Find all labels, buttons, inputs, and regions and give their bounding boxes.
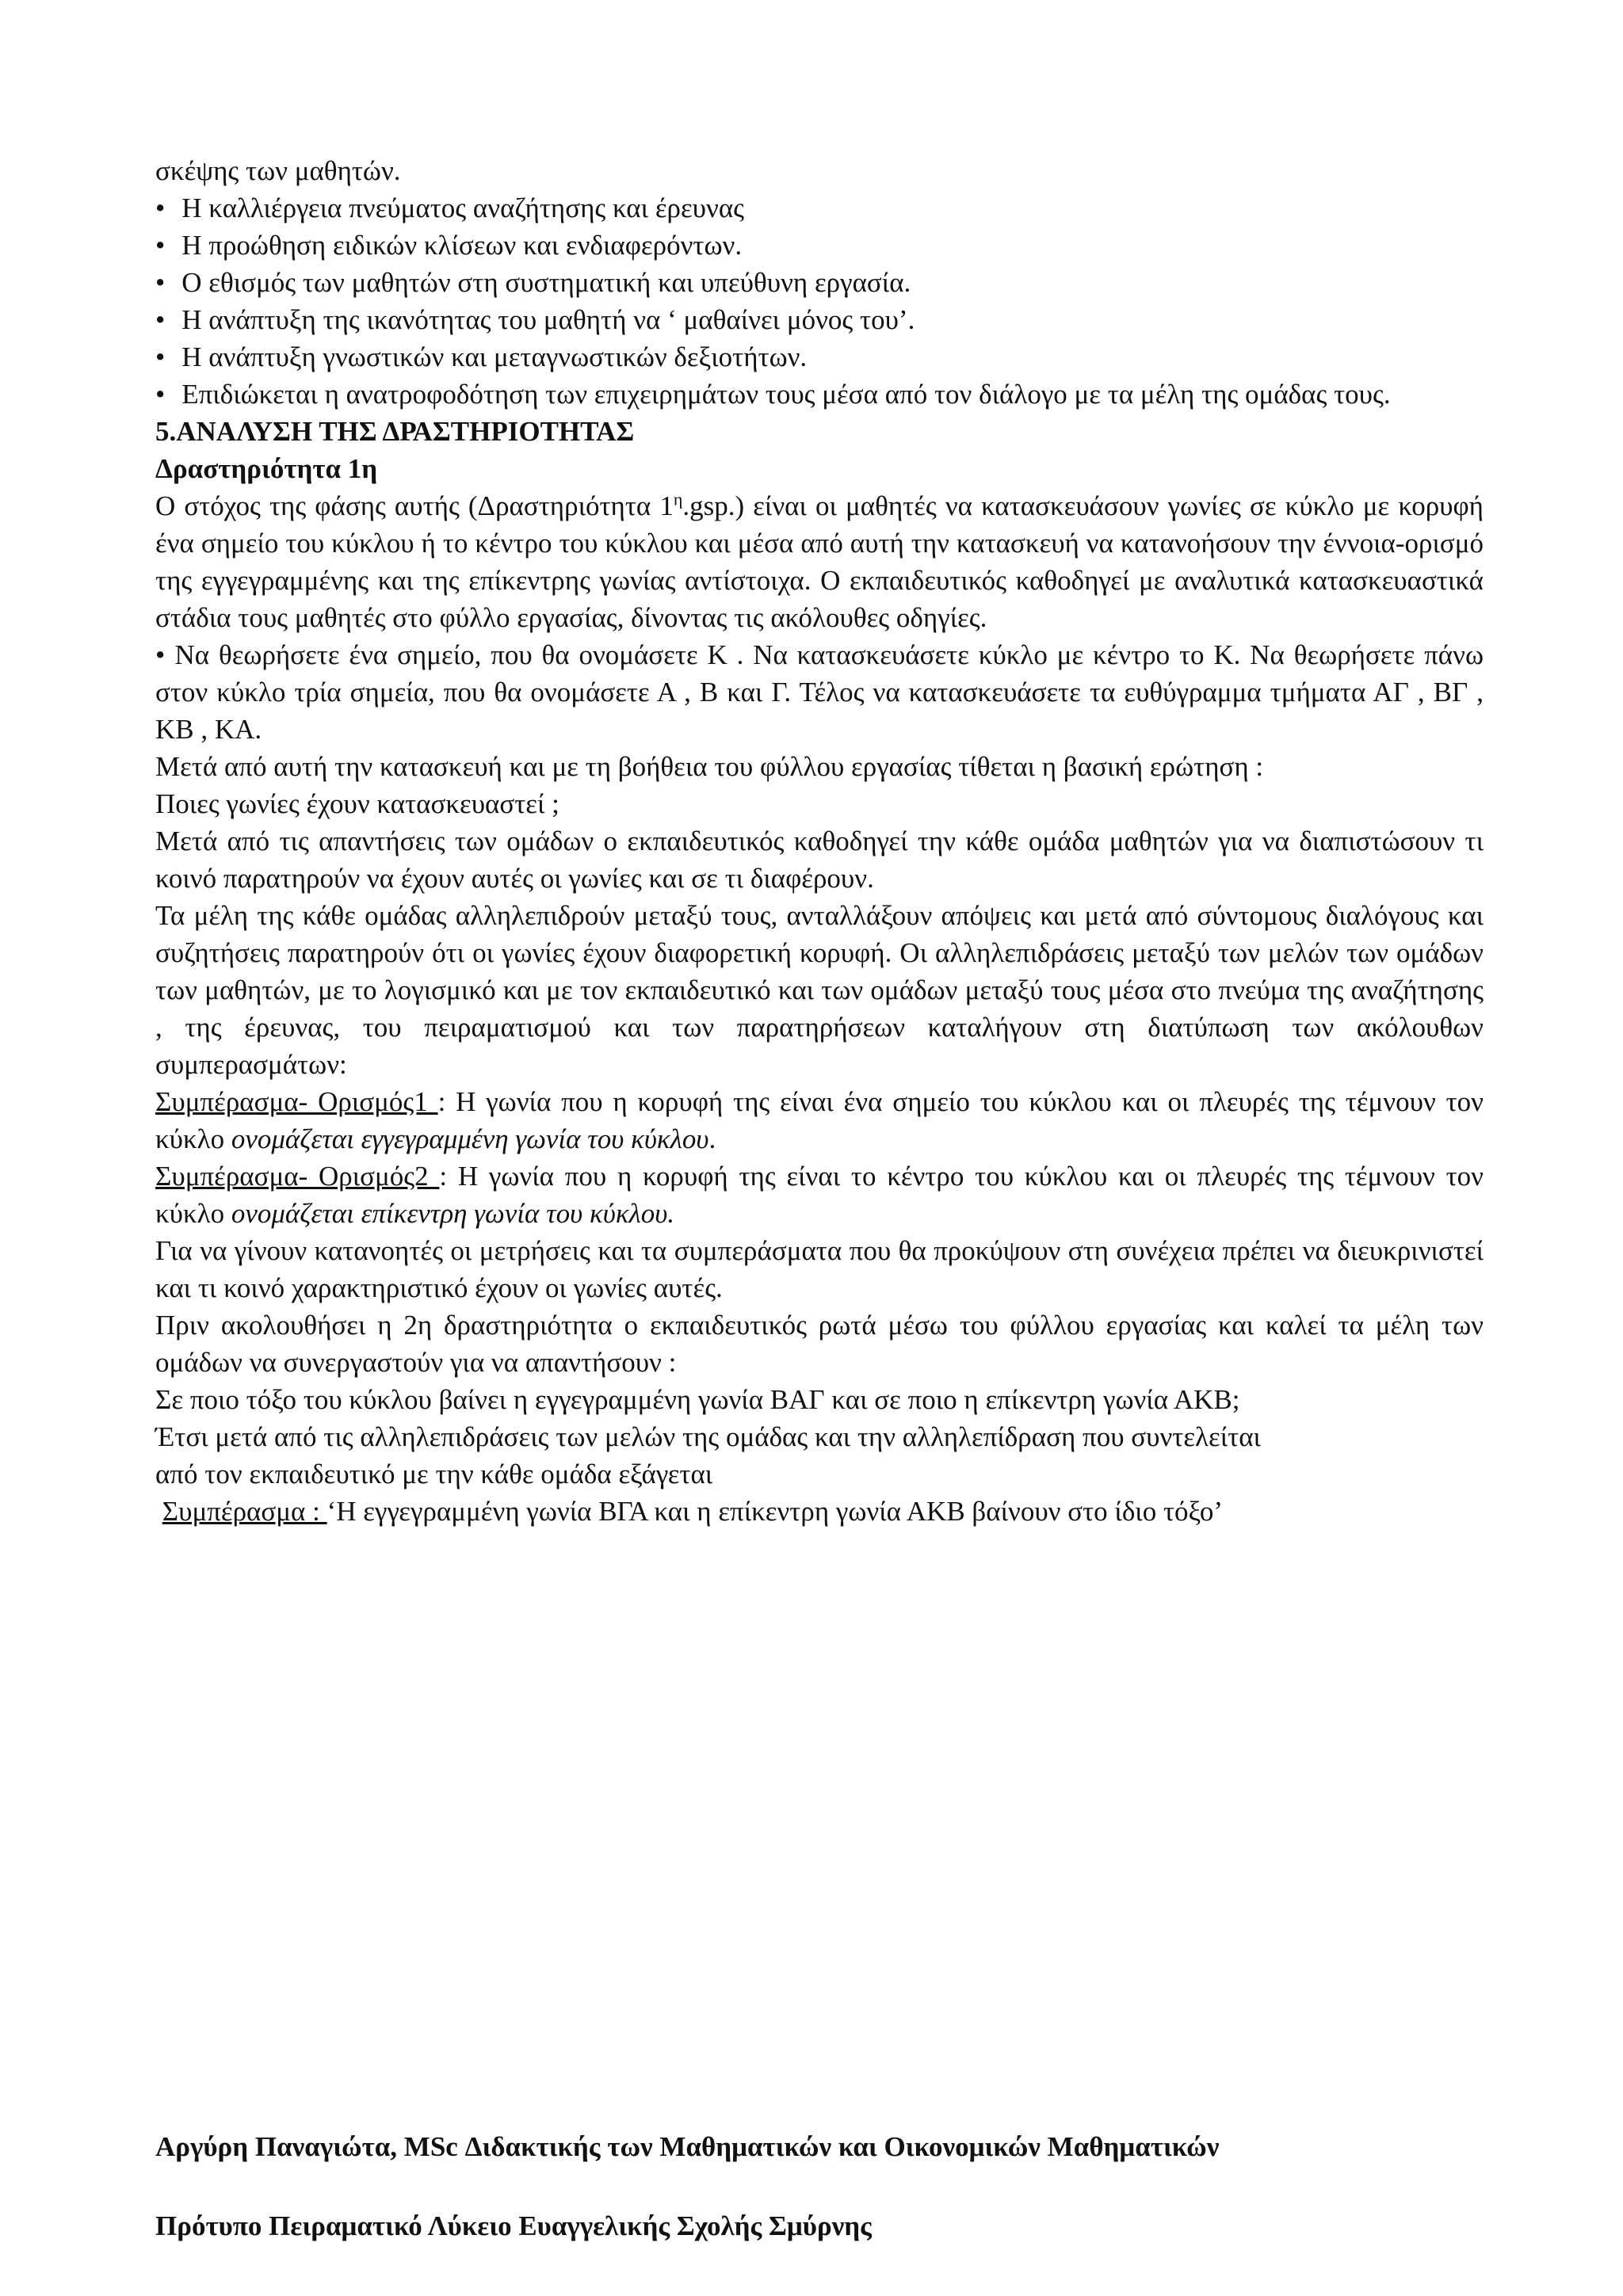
bullet-icon: • — [155, 230, 166, 261]
bullet-icon: • — [155, 639, 166, 670]
conclusion-italic: ονομάζεται επίκεντρη γωνία του κύκλου. — [231, 1198, 675, 1229]
bullet-text: Ο εθισμός των μαθητών στη συστηματική και υπεύθυνη εργασία. — [181, 267, 911, 298]
conclusion-text: ‘Η εγγεγραμμένη γωνία ΒΓΑ και η επίκεντρη γωνία ΑΚΒ βαίνουν στο ίδιο τόξο’ — [327, 1496, 1224, 1527]
bullet-icon: • — [155, 267, 166, 298]
bullet-item — [155, 301, 1484, 338]
activity-heading: Δραστηριότητα 1η — [155, 453, 378, 484]
bullet-icon: • — [155, 304, 166, 335]
superscript: η — [673, 489, 683, 509]
bullet-text: Επιδιώκεται η ανατροφοδότηση των επιχειρημάτων τους μέσα από τον διάλογο με τα μέλη της ομάδας τους. — [181, 379, 1391, 410]
text-line: σκέψης των μαθητών. — [155, 155, 401, 186]
bullet-item — [155, 376, 1484, 413]
conclusion-text: : Η γωνία που η κορυφή της είναι το κέντρο του κύκλου και οι πλευρές της τέμνουν τον κύκλο — [155, 1161, 1484, 1229]
bullet-text: Η ανάπτυξη γνωστικών και μεταγνωστικών δεξιοτήτων. — [181, 341, 808, 372]
paragraph: Μετά από τις απαντήσεις των ομάδων ο εκπαιδευτικός καθοδηγεί την κάθε ομάδα μαθητών για να διαπιστώσουν τι κοινό παρατηρούν να έχουν αυτές οι γωνίες και σε τι διαφέρουν. — [155, 826, 1484, 894]
conclusion-text: . — [708, 1123, 716, 1154]
text-line: Έτσι μετά από τις αλληλεπιδράσεις των μελών της ομάδας και την αλληλεπίδραση που συντελείται — [155, 1421, 1261, 1452]
paragraph-text: .gsp.) είναι οι μαθητές να κατασκευάσουν γωνίες σε κύκλο με κορυφή ένα σημείο του κύκλου ή το κέντρο του κύκλου και μέσα από αυτή την κατασκευή να κατανοήσουν την έννοια-ορισμό της εγγεγραμμένης και της επίκεντρης γωνίας αντίστοιχα. Ο εκπαιδευτικός καθοδηγεί με αναλυτικά κατασκευαστικά στάδια τους μαθητές στο φύλλο εργασίας, δίνοντας τις ακόλουθες οδηγίες. — [155, 490, 1484, 633]
text-line: Σε ποιο τόξο του κύκλου βαίνει η εγγεγραμμένη γωνία ΒΑΓ και σε ποιο η επίκεντρη γωνία ΑΚΒ; — [155, 1384, 1240, 1415]
bullet-text: Η προώθηση ειδικών κλίσεων και ενδιαφερόντων. — [181, 230, 743, 261]
paragraph — [155, 636, 1484, 748]
document-body — [155, 152, 1484, 1530]
footer-author: Αργύρη Παναγιώτα, MSc Διδακτικής των Μαθηματικών και Οικονομικών Μαθηματικών — [155, 2131, 1220, 2162]
conclusion-2 — [155, 1158, 1484, 1232]
conclusion-text: : Η γωνία που η κορυφή της είναι ένα σημείο του κύκλου και οι πλευρές της τέμνουν τον κύκλο — [155, 1086, 1484, 1154]
paragraph: Πριν ακολουθήσει η 2η δραστηριότητα ο εκπαιδευτικός ρωτά μέσω του φύλλου εργασίας και καλεί τα μέλη των ομάδων να συνεργαστούν για να απαντήσουν : — [155, 1310, 1484, 1378]
conclusion-italic: ονομάζεται εγγεγραμμένη γωνία του κύκλου — [231, 1123, 709, 1154]
footer-school: Πρότυπο Πειραματικό Λύκειο Ευαγγελικής Σχολής Σμύρνης — [155, 2210, 872, 2241]
bullet-item — [155, 264, 1484, 301]
paragraph-text: Να θεωρήσετε ένα σημείο, που θα ονομάσετε Κ . Να κατασκευάσετε κύκλο με κέντρο το Κ. Να θεωρήσετε πάνω στον κύκλο τρία σημεία, που θα ονομάσετε Α , Β και Γ. Τέλος να κατασκευάσετε τα ευθύγραμμα τμήματα ΑΓ , ΒΓ , ΚΒ , ΚΑ. — [155, 639, 1484, 745]
conclusion-label: Συμπέρασμα- Ορισμός2 — [155, 1161, 440, 1192]
paragraph — [155, 487, 1484, 636]
bullet-item — [155, 338, 1484, 376]
conclusion-label: Συμπέρασμα- Ορισμός1 — [155, 1086, 438, 1117]
text-line: από τον εκπαιδευτικό με την κάθε ομάδα εξάγεται — [155, 1459, 713, 1489]
text-line: Μετά από αυτή την κατασκευή και με τη βοήθεια του φύλλου εργασίας τίθεται η βασική ερώτηση : — [155, 751, 1264, 782]
bullet-icon: • — [155, 341, 166, 372]
bullet-text: Η ανάπτυξη της ικανότητας του μαθητή να ‘ μαθαίνει μόνος του’. — [181, 304, 915, 335]
paragraph-text: Ο στόχος της φάσης αυτής (Δραστηριότητα 1 — [155, 490, 674, 521]
section-heading: 5.ΑΝΑΛΥΣΗ ΤΗΣ ΔΡΑΣΤΗΡΙΟΤΗΤΑΣ — [155, 416, 635, 447]
bullet-item — [155, 189, 1484, 227]
conclusion-label: Συμπέρασμα : — [162, 1496, 327, 1527]
bullet-text: Η καλλιέργεια πνεύματος αναζήτησης και έρευνας — [181, 193, 745, 223]
bullet-icon: • — [155, 379, 166, 410]
bullet-item — [155, 227, 1484, 264]
bullet-icon: • — [155, 193, 166, 223]
text-line: Ποιες γωνίες έχουν κατασκευαστεί ; — [155, 788, 559, 819]
conclusion-1 — [155, 1083, 1484, 1158]
paragraph: Τα μέλη της κάθε ομάδας αλληλεπιδρούν μεταξύ τους, ανταλλάξουν απόψεις και μετά από σύντομους διαλόγους και συζητήσεις παρατηρούν ότι οι γωνίες έχουν διαφορετική κορυφή. Οι αλληλεπιδράσεις μεταξύ των μελών των ομάδων των μαθητών, με το λογισμικό και με τον εκπαιδευτικό και των ομάδων μεταξύ τους μέσα στο πνεύμα της αναζήτησης , της έρευνας, του πειραματισμού και των παρατηρήσεων καταλήγουν στη διατύπωση των ακόλουθων συμπερασμάτων: — [155, 900, 1484, 1080]
conclusion-3 — [155, 1493, 1484, 1530]
paragraph: Για να γίνουν κατανοητές οι μετρήσεις και τα συμπεράσματα που θα προκύψουν στη συνέχεια πρέπει να διευκρινιστεί και τι κοινό χαρακτηριστικό έχουν οι γωνίες αυτές. — [155, 1235, 1484, 1303]
